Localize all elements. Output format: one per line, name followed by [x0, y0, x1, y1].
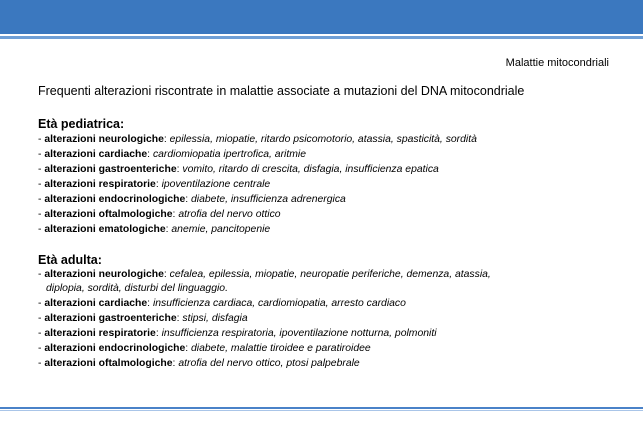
list-item: - alterazioni endocrinologiche: diabete, insufficienza adrenergica	[38, 194, 346, 205]
list-item: - alterazioni neurologiche: epilessia, miopatie, ritardo psicomotorio, atassia, spasticità, sordità	[38, 134, 477, 145]
list-item: - alterazioni respiratorie: insufficienza respiratoria, ipoventilazione notturna, polmoniti	[38, 328, 437, 339]
list-item: - alterazioni cardiache: cardiomiopatia ipertrofica, aritmie	[38, 149, 306, 160]
footer-rule	[0, 407, 643, 409]
item-desc: insufficienza cardiaca, cardiomiopatia, arresto cardiaco	[152, 298, 406, 309]
item-term: alterazioni neurologiche	[44, 134, 164, 145]
item-desc: epilessia, miopatie, ritardo psicomotorio, atassia, spasticità, sordità	[169, 134, 477, 145]
item-desc: cardiomiopatia ipertrofica, aritmie	[152, 149, 306, 160]
item-term: alterazioni ematologiche	[44, 224, 166, 235]
item-term: alterazioni endocrinologiche	[44, 343, 186, 354]
list-item: - alterazioni cardiache: insufficienza cardiaca, cardiomiopatia, arresto cardiaco	[38, 298, 406, 309]
item-term: alterazioni gastroenteriche	[44, 164, 177, 175]
item-desc: insufficienza respiratoria, ipoventilazione notturna, polmoniti	[161, 328, 437, 339]
header-rule	[0, 36, 643, 39]
item-term: alterazioni gastroenteriche	[44, 313, 177, 324]
list-item: - alterazioni endocrinologiche: diabete, malattie tiroidee e paratiroidee	[38, 343, 371, 354]
slide-topic-label: Malattie mitocondriali	[505, 57, 609, 69]
item-desc-continuation: diplopia, sordità, disturbi del linguaggio.	[46, 283, 228, 294]
list-item: - alterazioni ematologiche: anemie, pancitopenie	[38, 224, 271, 235]
item-term: alterazioni neurologiche	[44, 269, 164, 280]
adult-list	[38, 268, 608, 371]
item-desc: atrofia del nervo ottico	[178, 209, 281, 220]
pediatric-heading: Età pediatrica:	[38, 117, 125, 131]
adult-heading: Età adulta:	[38, 253, 102, 267]
item-term: alterazioni respiratorie	[44, 179, 156, 190]
item-desc: diabete, insufficienza adrenergica	[191, 194, 346, 205]
list-item: - alterazioni oftalmologiche: atrofia del nervo ottico	[38, 209, 281, 220]
list-item: - alterazioni neurologiche: cefalea, epilessia, miopatie, neuropatie periferiche, demenza, atassia, diplopia, sordità, disturbi del linguaggio.	[38, 268, 608, 296]
item-desc: diabete, malattie tiroidee e paratiroidee	[191, 343, 371, 354]
item-desc: stipsi, disfagia	[182, 313, 248, 324]
item-term: alterazioni oftalmologiche	[44, 358, 173, 369]
item-term: alterazioni endocrinologiche	[44, 194, 186, 205]
pediatric-list	[38, 132, 608, 237]
list-item: - alterazioni respiratorie: ipoventilazione centrale	[38, 179, 271, 190]
item-term: alterazioni cardiache	[44, 298, 148, 309]
item-desc: cefalea, epilessia, miopatie, neuropatie periferiche, demenza, atassia,	[169, 269, 491, 280]
item-term: alterazioni oftalmologiche	[44, 209, 173, 220]
item-desc: atrofia del nervo ottico, ptosi palpebrale	[178, 358, 360, 369]
adult-section	[38, 253, 608, 371]
item-desc: ipoventilazione centrale	[161, 179, 271, 190]
item-desc: vomito, ritardo di crescita, disfagia, insufficienza epatica	[182, 164, 439, 175]
list-item: - alterazioni oftalmologiche: atrofia del nervo ottico, ptosi palpebrale	[38, 358, 360, 369]
page-title: Frequenti alterazioni riscontrate in malattie associate a mutazioni del DNA mitocondriale	[38, 84, 525, 98]
pediatric-section	[38, 117, 608, 237]
list-item: - alterazioni gastroenteriche: stipsi, disfagia	[38, 313, 248, 324]
list-item: - alterazioni gastroenteriche: vomito, ritardo di crescita, disfagia, insufficienza epatica	[38, 164, 439, 175]
item-term: alterazioni respiratorie	[44, 328, 156, 339]
footer-rule-thin	[0, 410, 643, 411]
item-desc: anemie, pancitopenie	[171, 224, 271, 235]
item-term: alterazioni cardiache	[44, 149, 148, 160]
header-band	[0, 0, 643, 34]
